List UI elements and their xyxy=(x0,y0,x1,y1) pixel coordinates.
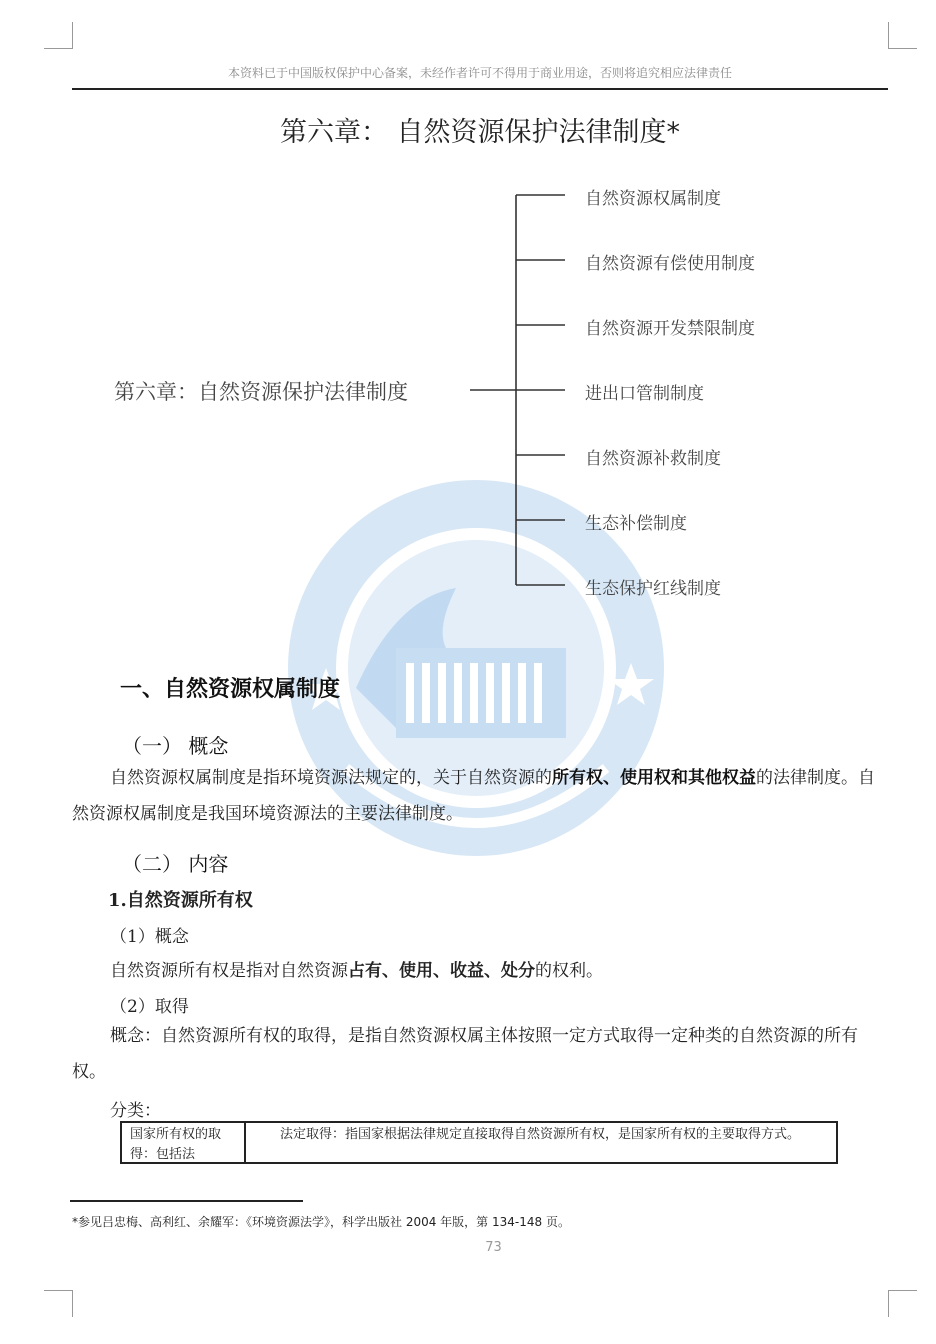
crop-mark-bottom-right xyxy=(888,1290,917,1317)
paragraph-concept: 自然资源权属制度是指环境资源法规定的，关于自然资源的所有权、使用权和其他权益的法律制度。自然资源权属制度是我国环境资源法的主要法律制度。 xyxy=(72,768,875,824)
diagram-branch-label: 生态保护红线制度 xyxy=(585,579,721,599)
subsection-heading: （一） 概念 xyxy=(122,734,229,758)
item-subheading: （2）取得 xyxy=(110,997,189,1017)
page-number: 73 xyxy=(485,1240,502,1255)
copyright-note: 本资料已于中国版权保护中心备案，未经作者许可不得用于商业用途，否则将追究相应法律责任 xyxy=(227,66,732,80)
paragraph-acquisition: 概念：自然资源所有权的取得，是指自然资源权属主体按照一定方式取得一定种类的自然资源的所有权。 xyxy=(72,1026,858,1082)
diagram-branch-label: 生态补偿制度 xyxy=(585,514,687,534)
paragraph-ownership: 自然资源所有权是指对自然资源占有、使用、收益、处分的权利。 xyxy=(110,961,603,981)
classification-table xyxy=(120,1121,838,1164)
table-cell-right: 法定取得：指国家根据法律规定直接取得自然资源所有权，是国家所有权的主要取得方式。 xyxy=(280,1127,801,1142)
item-heading: 1.自然资源所有权 xyxy=(108,890,253,911)
chapter-title: 第六章： 自然资源保护法律制度* xyxy=(279,117,681,148)
classification-label: 分类： xyxy=(110,1101,161,1121)
subsection-heading: （二） 内容 xyxy=(122,852,229,876)
diagram-root-label: 第六章：自然资源保护法律制度 xyxy=(114,380,408,404)
diagram-branch-label: 自然资源有偿使用制度 xyxy=(585,254,755,274)
footnote-rule xyxy=(70,1200,303,1202)
section-heading: 一、自然资源权属制度 xyxy=(120,677,341,702)
diagram-branch-label: 进出口管制制度 xyxy=(585,384,704,404)
diagram-branch-label: 自然资源权属制度 xyxy=(585,189,721,209)
diagram-branch-label: 自然资源补救制度 xyxy=(585,449,721,469)
diagram-branch-label: 自然资源开发禁限制度 xyxy=(585,319,755,339)
item-subheading: （1）概念 xyxy=(110,927,189,947)
structure-diagram xyxy=(0,0,936,640)
crop-mark-bottom-left xyxy=(44,1290,73,1317)
footnote: *参见吕忠梅、高利红、余耀军：《环境资源法学》，科学出版社 2004 年版，第 134-148 页。 xyxy=(72,1215,570,1229)
table-cell-left: 国家所有权的取得：包括法 xyxy=(122,1123,246,1162)
